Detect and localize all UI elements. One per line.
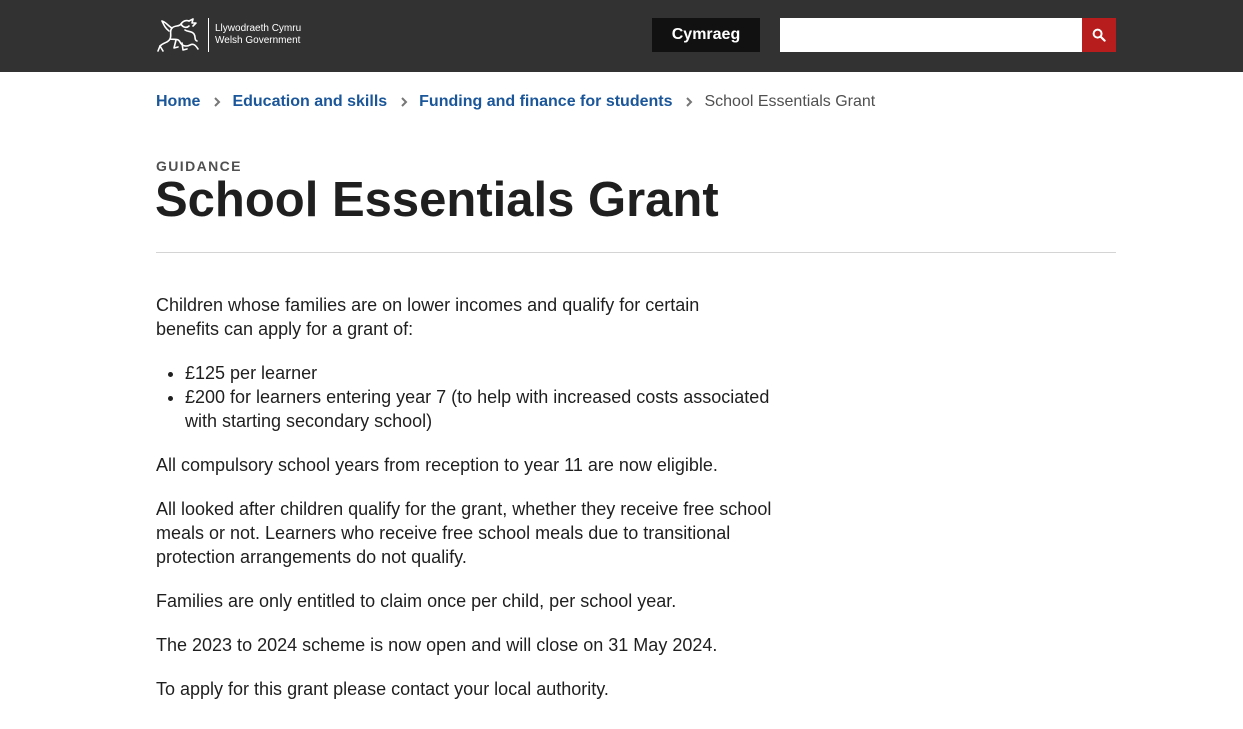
- chevron-right-icon: [685, 97, 693, 107]
- chevron-right-icon: [400, 97, 408, 107]
- grant-amount-list: [156, 361, 781, 433]
- list-item: • £125 per learner: [185, 361, 781, 385]
- intro-paragraph: Children whose families are on lower incomes and qualify for certain benefits can apply for a grant of:: [156, 295, 700, 339]
- search-icon: [1092, 28, 1106, 42]
- logo-text-english: Welsh Government: [215, 35, 301, 46]
- page-eyebrow-label: GUIDANCE: [156, 158, 242, 174]
- welsh-government-logo-link[interactable]: [156, 16, 301, 54]
- eligibility-paragraph: All compulsory school years from reception to year 11 are now eligible.: [156, 455, 718, 475]
- welsh-dragon-icon: [156, 16, 202, 54]
- search-button[interactable]: [1082, 18, 1116, 52]
- scheme-dates-paragraph: The 2023 to 2024 scheme is now open and will close on 31 May 2024.: [156, 635, 718, 655]
- breadcrumb-current: School Essentials Grant: [704, 93, 876, 110]
- breadcrumb-funding-link[interactable]: Funding and finance for students: [419, 93, 673, 110]
- main-content: [156, 293, 781, 721]
- breadcrumb-education-link[interactable]: Education and skills: [232, 93, 388, 110]
- site-header: [0, 0, 1243, 72]
- how-to-apply-paragraph: To apply for this grant please contact your local authority.: [156, 679, 609, 699]
- list-item: • £200 for learners entering year 7 (to help with increased costs associated with starting secondary school): [185, 385, 781, 433]
- search-input[interactable]: [780, 18, 1082, 52]
- breadcrumb: [156, 92, 875, 112]
- logo-wordmark: [215, 23, 301, 47]
- title-divider: [156, 252, 1116, 253]
- claim-frequency-paragraph: Families are only entitled to claim once per child, per school year.: [156, 591, 677, 611]
- page-title: School Essentials Grant: [155, 173, 719, 227]
- language-toggle-button[interactable]: Cymraeg: [652, 18, 760, 52]
- breadcrumb-home-link[interactable]: Home: [156, 93, 201, 110]
- logo-divider: [208, 18, 209, 52]
- chevron-right-icon: [213, 97, 221, 107]
- looked-after-children-paragraph: All looked after children qualify for the grant, whether they receive free school meals or not. Learners who receive free school meals due to transitional protection arrangements do not qualify.: [156, 499, 772, 567]
- logo-text-welsh: Llywodraeth Cymru: [215, 23, 302, 34]
